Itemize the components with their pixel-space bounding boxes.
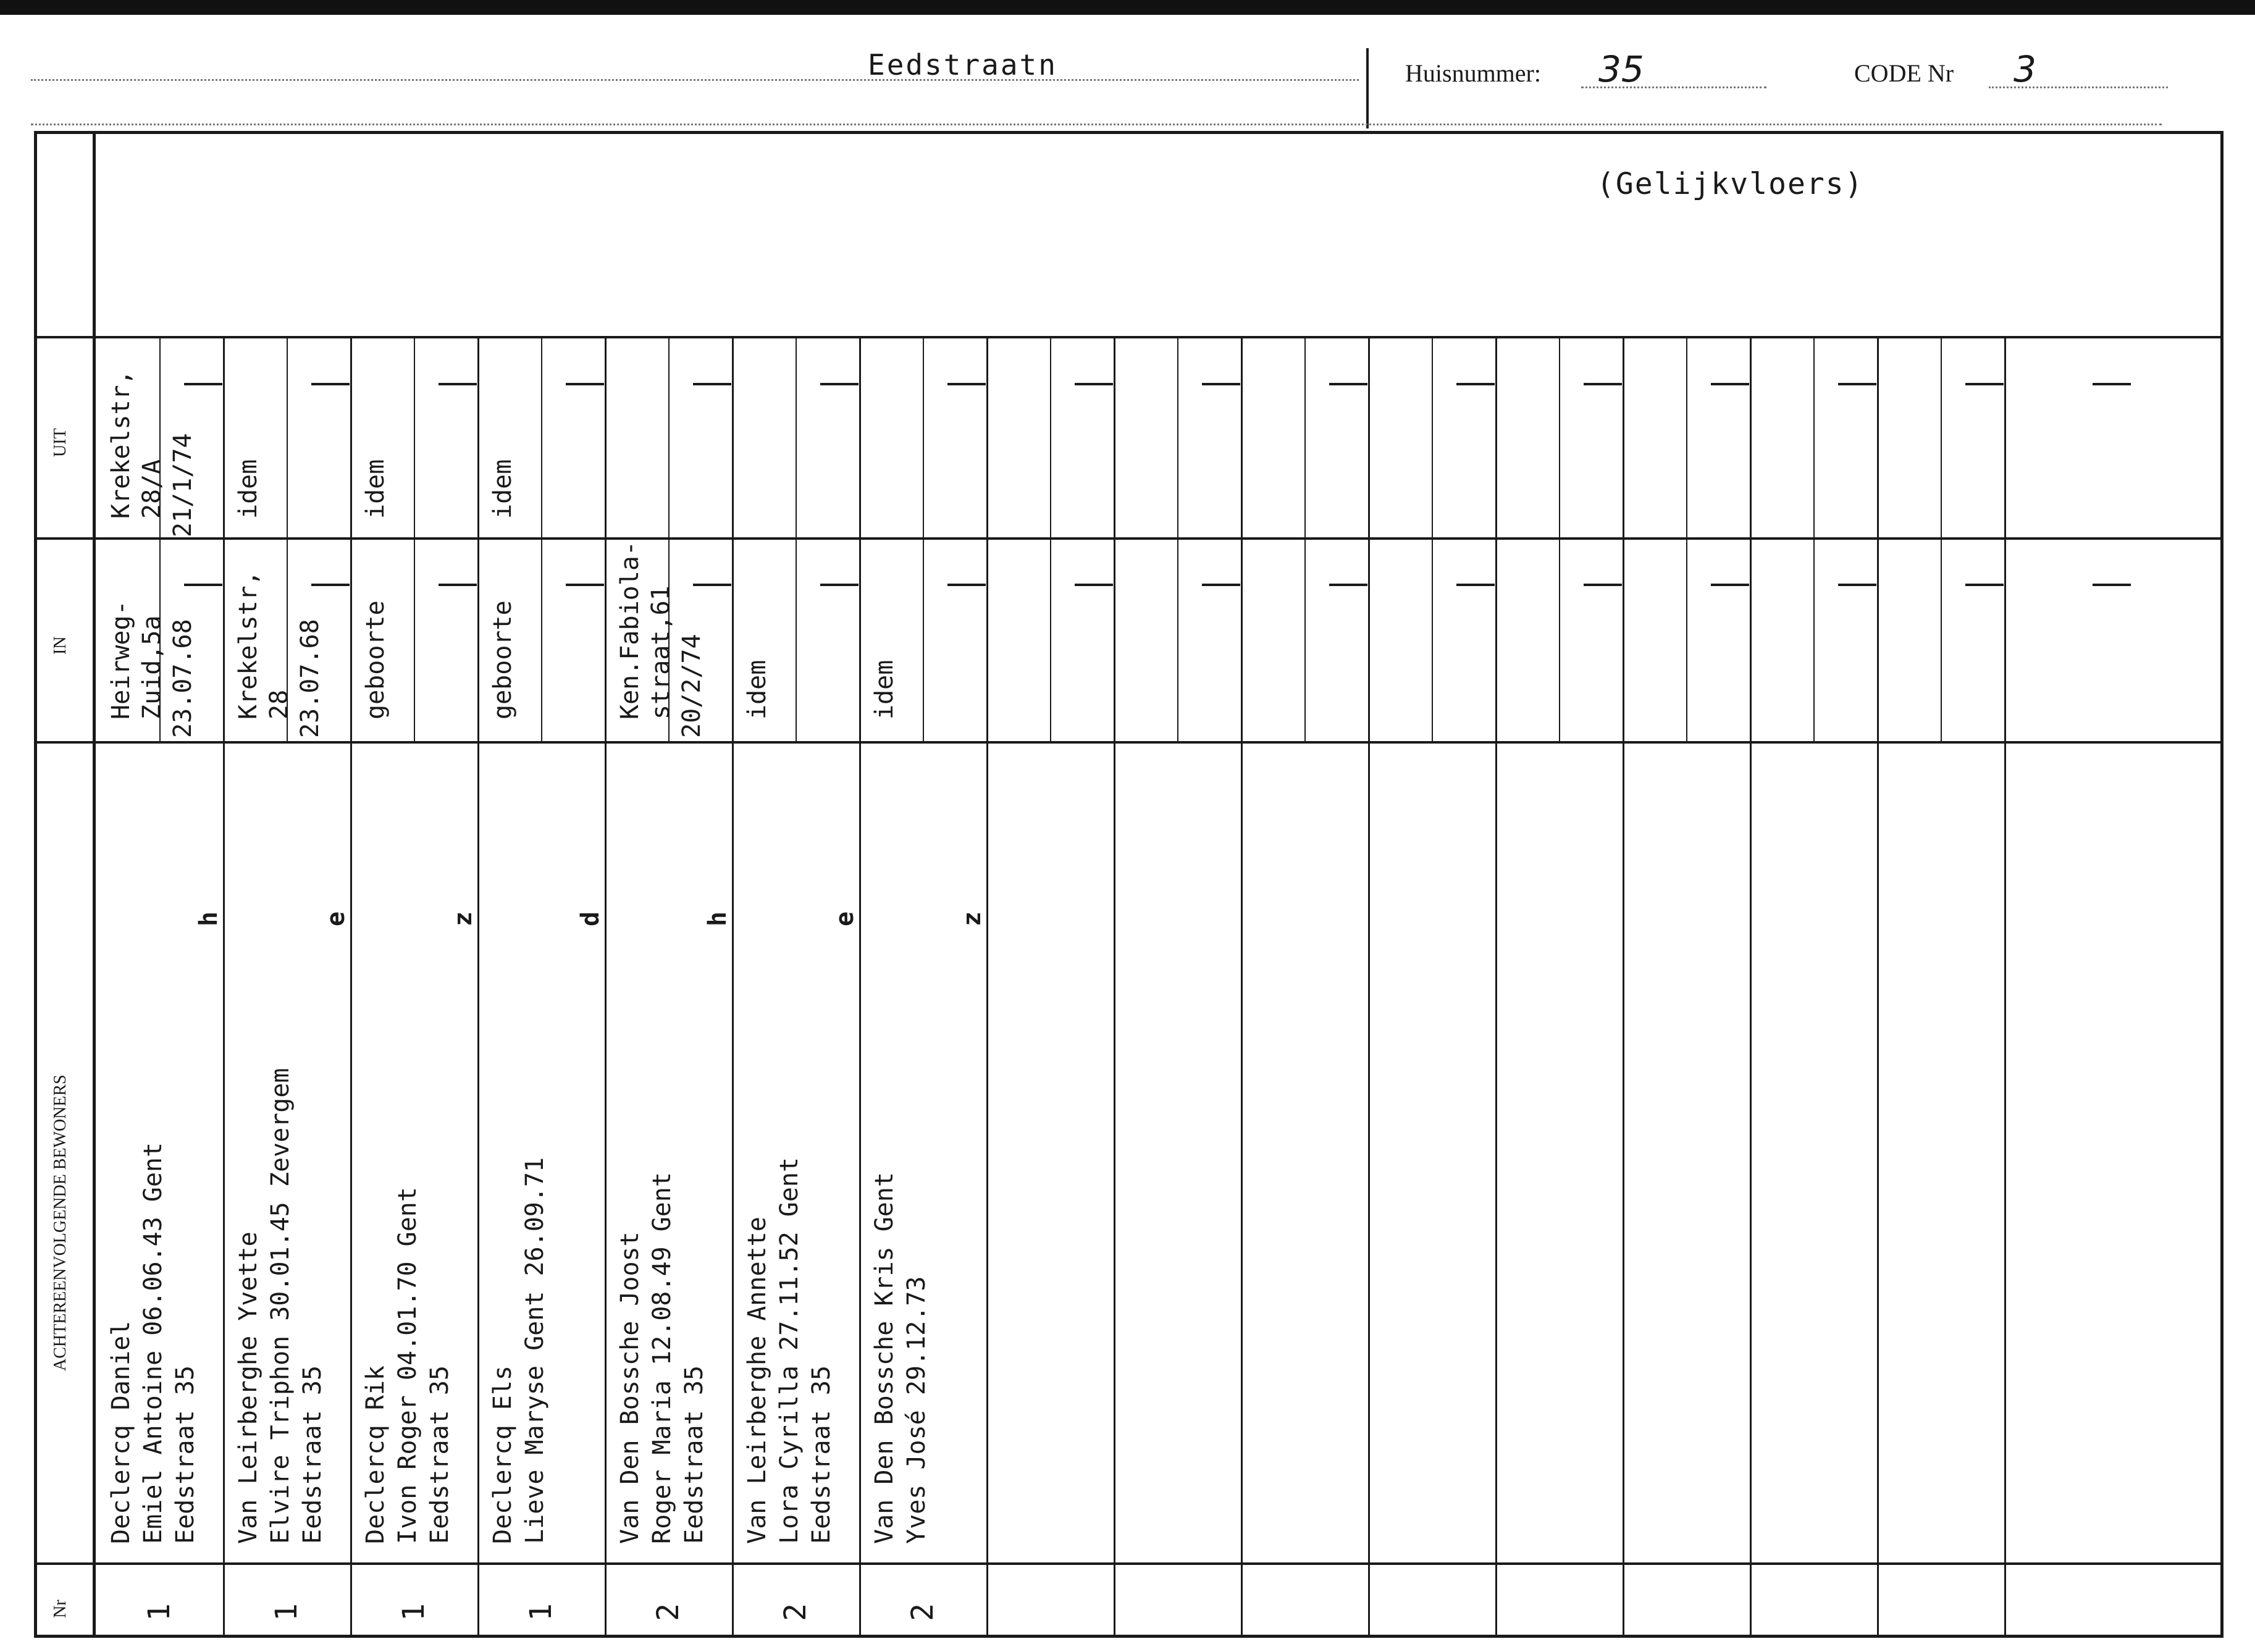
column-divider	[2004, 336, 2006, 1638]
resident-line: Van Leirberghe Yvette	[234, 1231, 262, 1544]
in-cell-text: 23.07.68	[169, 619, 197, 738]
resident-line: Eedstraat 35	[807, 1365, 836, 1544]
in-cell-text: straat,61	[647, 585, 675, 719]
empty-cell-dash	[1711, 584, 1749, 586]
in-cell-text: Krekelstr,	[234, 571, 262, 719]
code-label: CODE Nr	[1854, 59, 1954, 87]
column-divider	[605, 336, 607, 1638]
resident-line: Elvire Triphon 30.01.45 Zevergem	[266, 1068, 295, 1544]
in-cell-text: Ken.Fabiola-	[616, 541, 644, 719]
empty-cell-dash	[1329, 584, 1367, 586]
resident-line: Van Leirberghe Annette	[743, 1217, 771, 1544]
sub-column-divider	[923, 336, 924, 741]
uit-cell-text: idem	[489, 459, 517, 519]
row-label-bewoners: ACHTEREENVOLGENDE BEWONERS	[51, 1075, 70, 1371]
resident-line: Lieve Maryse Gent 26.09.71	[521, 1157, 549, 1544]
empty-cell-dash	[1075, 383, 1113, 385]
column-divider	[350, 336, 352, 1638]
sub-column-divider	[1432, 336, 1433, 741]
resident-line: Declercq Rik	[361, 1365, 390, 1544]
in-cell-text: 23.07.68	[296, 619, 324, 738]
row-label-in: IN	[51, 636, 70, 655]
empty-cell-dash	[1711, 383, 1749, 385]
band-line-bewoners-top	[34, 741, 2224, 744]
house-number-label: Huisnummer:	[1405, 59, 1541, 87]
column-divider	[1623, 336, 1624, 1638]
empty-cell-dash	[1838, 383, 1876, 385]
nr-cell: 1	[142, 1603, 177, 1621]
resident-line: d	[576, 911, 605, 926]
empty-cell-dash	[2093, 584, 2131, 586]
sub-column-divider	[414, 336, 415, 741]
band-line-uit-top	[34, 336, 2224, 338]
column-divider	[1877, 336, 1879, 1638]
empty-cell-dash	[1584, 383, 1622, 385]
column-divider	[1495, 336, 1497, 1638]
nr-cell: 1	[524, 1603, 558, 1621]
empty-cell-dash	[184, 584, 222, 586]
row-label-uit: UIT	[51, 428, 70, 457]
resident-line: Van Den Bossche Joost	[616, 1231, 644, 1544]
uit-cell-text: idem	[234, 459, 262, 519]
empty-cell-dash	[1965, 584, 2004, 586]
band-line-in-top	[34, 537, 2224, 540]
column-divider	[1750, 336, 1752, 1638]
resident-line: z	[449, 911, 477, 926]
resident-line: Van Den Bossche Kris Gent	[870, 1172, 899, 1544]
uit-cell-text: idem	[361, 459, 390, 519]
street-name: Eedstraatn	[868, 48, 1057, 82]
sub-column-divider	[796, 336, 797, 741]
sub-column-divider	[1559, 336, 1560, 741]
empty-cell-dash	[1838, 584, 1876, 586]
resident-line: z	[958, 911, 986, 926]
uit-cell-text: Krekelstr,	[107, 370, 135, 519]
empty-cell-dash	[1202, 383, 1240, 385]
empty-cell-dash	[1075, 584, 1113, 586]
empty-cell-dash	[439, 383, 477, 385]
in-cell-text: Heirweg-	[107, 600, 135, 719]
header-divider	[1366, 48, 1369, 128]
column-divider	[1241, 336, 1243, 1638]
code-dotted-line	[1989, 86, 2168, 88]
uit-cell-text: 21/1/74	[169, 433, 197, 537]
nr-cell: 1	[269, 1603, 304, 1621]
code-value: 3	[2014, 48, 2036, 90]
nr-cell: 2	[778, 1603, 813, 1621]
header-dotted-line-lower	[31, 124, 2162, 125]
empty-cell-dash	[311, 383, 350, 385]
empty-cell-dash	[1329, 383, 1367, 385]
resident-line: Eedstraat 35	[298, 1365, 327, 1544]
empty-cell-dash	[1965, 383, 2004, 385]
empty-cell-dash	[1456, 383, 1495, 385]
resident-line: Lora Cyrilla 27.11.52 Gent	[775, 1157, 804, 1544]
resident-line: Eedstraat 35	[680, 1365, 708, 1544]
empty-cell-dash	[1456, 584, 1495, 586]
in-cell-text: geboorte	[489, 600, 517, 719]
in-cell-text: geboorte	[361, 600, 390, 719]
resident-line: Roger Maria 12.08.49 Gent	[648, 1172, 676, 1544]
empty-cell-dash	[1202, 584, 1240, 586]
nr-cell: 1	[397, 1603, 431, 1621]
uit-cell-text: 28/A	[138, 459, 166, 519]
empty-cell-dash	[693, 584, 731, 586]
resident-line: h	[703, 911, 732, 926]
empty-cell-dash	[947, 584, 986, 586]
resident-line: Declercq Daniel	[107, 1320, 135, 1544]
resident-line: h	[195, 911, 223, 926]
in-cell-text: 28	[265, 689, 293, 719]
house-number-value: 35	[1598, 48, 1644, 90]
label-column-divider	[93, 131, 96, 1638]
in-cell-text: 20/2/74	[678, 634, 706, 738]
empty-cell-dash	[820, 383, 859, 385]
empty-cell-dash	[820, 584, 859, 586]
sub-column-divider	[1304, 336, 1306, 741]
empty-cell-dash	[2093, 383, 2131, 385]
resident-line: Ivon Roger 04.01.70 Gent	[393, 1187, 422, 1544]
sub-column-divider	[1686, 336, 1687, 741]
house-number-dotted-line	[1581, 86, 1766, 88]
column-divider	[1368, 336, 1370, 1638]
sub-column-divider	[1177, 336, 1178, 741]
sub-column-divider	[1813, 336, 1815, 741]
column-divider	[477, 336, 479, 1638]
column-divider	[732, 336, 734, 1638]
empty-cell-dash	[566, 383, 604, 385]
column-divider	[859, 336, 861, 1638]
resident-line: e	[322, 911, 350, 926]
floor-note: (Gelijkvloers)	[1597, 167, 1864, 201]
sub-column-divider	[1050, 336, 1051, 741]
resident-line: Declercq Els	[489, 1365, 517, 1544]
empty-cell-dash	[184, 383, 222, 385]
band-line-nr-top	[34, 1562, 2224, 1565]
header-dotted-line-left	[31, 79, 1359, 81]
top-scan-edge	[0, 0, 2255, 15]
in-cell-text: Zuid,5a	[138, 615, 166, 719]
sub-column-divider	[541, 336, 542, 741]
resident-line: e	[831, 911, 859, 926]
in-cell-text: idem	[743, 660, 771, 719]
empty-cell-dash	[439, 584, 477, 586]
resident-line: Eedstraat 35	[426, 1365, 454, 1544]
in-cell-text: idem	[870, 660, 899, 719]
resident-line: Yves José 29.12.73	[902, 1276, 931, 1544]
sub-column-divider	[1941, 336, 1942, 741]
column-divider	[223, 336, 225, 1638]
empty-cell-dash	[947, 383, 986, 385]
column-divider	[986, 336, 988, 1638]
empty-cell-dash	[566, 584, 604, 586]
empty-cell-dash	[693, 383, 731, 385]
resident-line: Eedstraat 35	[171, 1365, 199, 1544]
sub-column-divider	[287, 336, 288, 741]
nr-cell: 2	[651, 1603, 686, 1621]
empty-cell-dash	[1584, 584, 1622, 586]
column-divider	[1114, 336, 1115, 1638]
row-label-nr: Nr	[51, 1600, 70, 1618]
empty-cell-dash	[311, 584, 350, 586]
resident-line: Emiel Antoine 06.06.43 Gent	[139, 1142, 167, 1544]
nr-cell: 2	[905, 1603, 940, 1621]
